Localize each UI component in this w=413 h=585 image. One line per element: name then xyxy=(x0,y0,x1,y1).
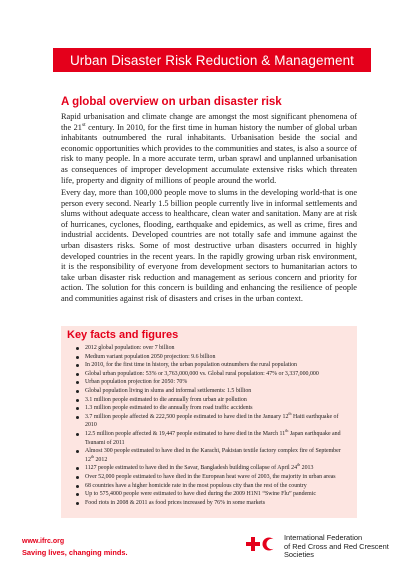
fact-item: Almost 300 people estimated to have died in the Karachi, Pakistan textile factory complex fire of September 12th 2012 xyxy=(85,447,351,464)
intro-paragraph xyxy=(61,112,357,186)
fact-item: Up to 575,4000 people were estimated to have died during the 2009 H1N1 “Swine Flu” pandemic xyxy=(85,490,351,499)
ifrc-name-line-2: of Red Cross and Red Crescent Societies xyxy=(284,541,389,560)
fact-item: Global urban population: 53% or 3,763,000,000 vs. Global rural population: 47% or 3,337,000,000 xyxy=(85,370,351,379)
page-banner xyxy=(53,48,371,72)
key-facts-title: Key facts and figures xyxy=(67,329,179,341)
section-title: A global overview on urban disaster risk xyxy=(61,96,282,108)
intro-text-start: Rapid urbanisation and climate change are amongst the most significant phenomena of the 21 xyxy=(61,112,357,132)
fact-item: 68 countries have a higher homicide rate in the most populous city than the rest of the country xyxy=(85,482,351,491)
ifrc-logo xyxy=(246,532,401,566)
fact-item: Urban population projection for 2050: 70% xyxy=(85,378,351,387)
key-facts-list xyxy=(67,344,351,507)
intro-text-end: century. In 2010, for the first time in human history the number of global urban inhabitants outnumbered the rural inhabitants. Urbanisation beside the social and economic opportunities which provides to the communities and states, is also a source of risk to many people. In a more accurate term, urban sprawl and unplanned urbanisation as consequences of improper development accumulate extensive risks which threaten life, property and dignity of millions of people around the world. xyxy=(61,122,357,185)
ifrc-name-line-1: International Federation xyxy=(284,533,363,542)
footer-slogan: Saving lives, changing minds. xyxy=(22,548,128,557)
fact-item: 3.7 million people affected & 222,500 people estimated to have died in the January 12th Haiti earthquake of 2010 xyxy=(85,413,351,430)
fact-item: 3.1 million people estimated to die annually from urban air pollution xyxy=(85,396,351,405)
key-facts-box xyxy=(61,326,357,518)
fact-item: In 2010, for the first time in history, the urban population outnumbers the rural population xyxy=(85,361,351,370)
fact-item: 2012 global population: over 7 billion xyxy=(85,344,351,353)
red-cross-red-crescent-emblem-icon xyxy=(246,537,278,555)
fact-item: 1127 people estimated to have died in the Savar, Bangladesh building collapse of April 24th 2013 xyxy=(85,464,351,473)
fact-item: 12.5 million people affected & 19,447 people estimated to have died in the March 11th Japan earthquake and Tsunami of 2011 xyxy=(85,430,351,447)
fact-item: Medium variant population 2050 projection: 9.6 billion xyxy=(85,353,351,362)
slums-paragraph: Every day, more than 100,000 people move to slums in the developing world-that is one person every second. Nearly 1.5 billion people currently live in informal settlements and slums without adequate access to healthcare, clean water and sanitation. Many are at risk of hurricanes, cyclones, flooding, earthquake and epidemics, as well as crime, fires and industrial accidents. Developed countries are not totally safe and immune against the urban disasters risks. Some of most destructive urban disasters occurred in highly developed countries in the recent years. In the rapidly growing urban risk environment, it is the responsibility of everyone from development sectors to humanitarian actors to take urban disaster risk reduction and management as serious concern and priority for action. The solution for this concern is building and enhancing the resilience of people and communities against risk of disasters and crises in the urban context. xyxy=(61,188,357,303)
ifrc-name xyxy=(284,534,413,560)
fact-item: Food riots in 2008 & 2011 as food prices increased by 76% in some markets xyxy=(85,499,351,508)
intro-superscript: st xyxy=(81,121,86,128)
fact-item: 1.3 million people estimated to die annually from road traffic accidents xyxy=(85,404,351,413)
fact-item: Over 52,000 people estimated to have died in the European heat wave of 2003, the majority in urban areas xyxy=(85,473,351,482)
ifrc-website-link[interactable]: www.ifrc.org xyxy=(22,538,65,545)
fact-item: Global population living in slums and informal settlements: 1.5 billion xyxy=(85,387,351,396)
banner-title: Urban Disaster Risk Reduction & Management xyxy=(69,52,355,68)
